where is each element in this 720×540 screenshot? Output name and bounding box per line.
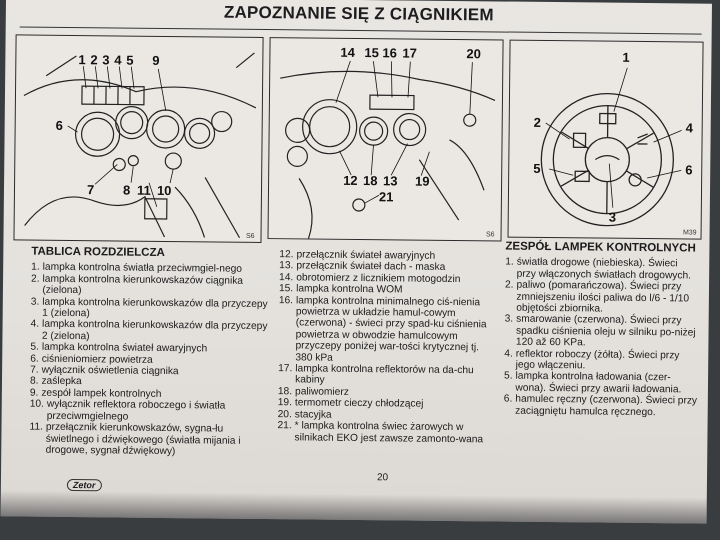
list-item	[504, 348, 698, 373]
item-number: 1.	[505, 256, 514, 269]
lamp-callout-2: 2	[533, 114, 542, 130]
item-text: zespół lampek kontrolnych	[41, 387, 162, 400]
item-number: 18.	[277, 386, 293, 398]
item-number: 13.	[279, 260, 294, 272]
callout-15: 15	[364, 45, 379, 61]
figure-lamp-cluster	[508, 40, 704, 240]
item-text: termometr cieczy chłodzącej	[294, 397, 424, 410]
item-text: przełącznik świateł awaryjnych	[296, 249, 436, 262]
callout-17: 17	[402, 45, 417, 61]
figure-code: S6	[245, 232, 255, 240]
item-text: lampka kontrolna światła przeciwmgiel-nego	[42, 262, 243, 276]
item-number: 20.	[277, 408, 292, 421]
item-text: paliwomierz	[295, 386, 349, 398]
item-text: wyłącznik reflektora roboczego i światła przeciwmgielnego	[46, 399, 226, 423]
callout-18: 18	[363, 173, 378, 189]
item-text: lampka kontrolna kierunkowskazów ciągnika (zielona)	[42, 273, 244, 297]
item-number: 6.	[503, 393, 513, 405]
item-number: 16.	[278, 294, 294, 306]
item-number: 4.	[504, 348, 513, 360]
item-number: 2.	[31, 273, 40, 285]
item-text: lampka kontrolna kierunkowskazów dla przyczepy 1 (zielona)	[42, 296, 268, 320]
callout-10: 10	[156, 182, 172, 199]
item-text: obrotomierz z licznikiem motogodzin	[296, 272, 461, 285]
item-number: 15.	[278, 283, 294, 295]
item-number: 1.	[31, 261, 40, 274]
list-item	[31, 273, 269, 298]
item-text: przełącznik świateł dach - maska	[296, 260, 446, 274]
figure-code: S6	[485, 231, 495, 239]
title-rule	[20, 26, 702, 34]
callout-1: 1	[78, 52, 86, 68]
item-text: lampka kontrolna kierunkowskazów dla przyczepy 2 (zielona)	[41, 319, 268, 343]
list-item	[277, 420, 493, 445]
callout-20: 20	[466, 46, 481, 62]
legend-list	[504, 257, 700, 419]
legend-column-2	[277, 249, 495, 445]
page-number: 20	[376, 472, 389, 484]
item-text: stacyjka	[294, 409, 332, 421]
item-number: 8.	[29, 376, 39, 388]
callout-11: 11	[136, 182, 151, 198]
item-text: światła drogowe (niebieska). Świeci przy włączonych światłach drogowych.	[516, 257, 692, 282]
page-title: ZAPOZNANIE SIĘ Z CIĄGNIKIEM	[223, 2, 494, 25]
item-number: 14.	[279, 271, 294, 284]
callout-6: 6	[55, 117, 63, 133]
callout-5: 5	[126, 52, 134, 68]
item-text: paliwo (pomarańczowa). Świeci przy zmniejszeniu ilości paliwa do l/6 - 1/10 objętości zbiornika.	[516, 279, 690, 315]
list-item	[30, 399, 268, 424]
legend-list	[277, 249, 495, 445]
callout-9: 9	[152, 52, 160, 68]
item-text: lampka kontrolna ładowania (czer-wona). Świeci przy awarii ładowania.	[515, 371, 682, 396]
callout-3: 3	[102, 52, 110, 68]
item-number: 17.	[278, 363, 293, 375]
callout-21: 21	[378, 189, 394, 205]
item-text: hamulec ręczny (czerwona). Świeci przy zaciągniętu hamulca ręcznego.	[515, 393, 698, 418]
list-item	[278, 295, 495, 366]
item-number: 2.	[504, 279, 514, 291]
callout-8: 8	[122, 182, 131, 198]
list-item	[30, 319, 268, 344]
figure-code: M39	[682, 229, 697, 237]
item-number: 9.	[29, 387, 39, 399]
lamp-callout-4: 4	[685, 120, 693, 136]
item-number: 5.	[504, 371, 513, 383]
manual-page	[1, 0, 712, 524]
item-number: 4.	[30, 319, 40, 331]
list-item	[29, 422, 267, 459]
section-heading: TABLICA ROZDZIELCZA	[31, 245, 165, 259]
item-text: zaślepka	[41, 376, 82, 388]
lamp-callout-6: 6	[685, 162, 693, 178]
item-number: 7.	[30, 364, 39, 376]
item-text: ciśnieniomierz powietrza	[41, 353, 153, 366]
dashboard-left-drawing	[14, 35, 262, 242]
item-number: 12.	[279, 249, 294, 261]
item-number: 6.	[30, 353, 39, 365]
item-number: 3.	[504, 313, 514, 326]
list-item	[504, 394, 698, 419]
item-number: 11.	[29, 421, 43, 433]
item-number: 5.	[30, 341, 39, 353]
item-number: 3.	[30, 296, 40, 308]
item-number: 21.	[277, 420, 292, 432]
list-item	[31, 296, 269, 321]
callout-14: 14	[340, 44, 355, 60]
callout-7: 7	[86, 182, 95, 198]
callout-16: 16	[382, 45, 397, 61]
item-text: lampka kontrolna minimalnego ciś-nienia powietrza w układzie hamul-cowym (czerwona) - świeci przy spad-ku ciśnienia powietrza w obwodzie hamulcowym przyczepy poniżej war-tości krytycznej tj. 380 kPa	[295, 294, 487, 364]
item-number: 19.	[277, 397, 293, 409]
bottom-shadow	[1, 490, 707, 523]
item-number: 10.	[29, 398, 44, 411]
list-item	[504, 314, 698, 350]
lamp-callout-3: 3	[608, 209, 617, 225]
section-heading: ZESPÓŁ LAMPEK KONTROLNYCH	[505, 240, 696, 255]
item-text: lampka kontrolna WOM	[296, 283, 403, 296]
item-text: reflektor roboczy (żółta). Świeci przy jego włączeniu.	[515, 348, 680, 372]
lamp-cluster-drawing	[509, 41, 703, 239]
item-text: lampka kontrolna świateł awaryjnych	[41, 341, 208, 355]
lamp-callout-1: 1	[622, 49, 630, 65]
brand-logo: Zetor	[67, 479, 102, 491]
figure-dashboard-middle	[267, 37, 503, 241]
figure-dashboard-left	[13, 34, 263, 243]
callout-13: 13	[383, 173, 398, 189]
list-item	[505, 257, 699, 282]
item-text: przełącznik kierunkowskazów, sygna-łu świetlnego i dźwiękowego (światła mijania i drogowe, sygnał dźwiękowy)	[45, 421, 241, 458]
legend-column-3	[504, 242, 700, 419]
legend-column-1	[29, 247, 269, 459]
callout-19: 19	[415, 173, 430, 189]
callout-4: 4	[114, 52, 122, 68]
callout-12: 12	[343, 172, 358, 188]
dashboard-middle-drawing	[269, 38, 503, 240]
item-text: wyłącznik oświetlenia ciągnika	[41, 364, 179, 378]
item-text: lampka kontrolna reflektorów na da-chu kabiny	[295, 363, 474, 387]
list-item	[504, 371, 698, 396]
lamp-callout-5: 5	[533, 160, 541, 176]
callout-2: 2	[90, 52, 98, 68]
item-text: smarowanie (czerwona). Świeci przy spadku ciśnienia oleju w silniku po-niżej 120 až 60 KPa.	[515, 314, 696, 349]
list-item	[505, 280, 699, 316]
list-item	[278, 363, 494, 388]
legend-list	[29, 262, 269, 458]
item-text: * lampka kontrolna świec żarowych w silnikach EKO jest zawsze zamonto-wana	[294, 420, 484, 445]
